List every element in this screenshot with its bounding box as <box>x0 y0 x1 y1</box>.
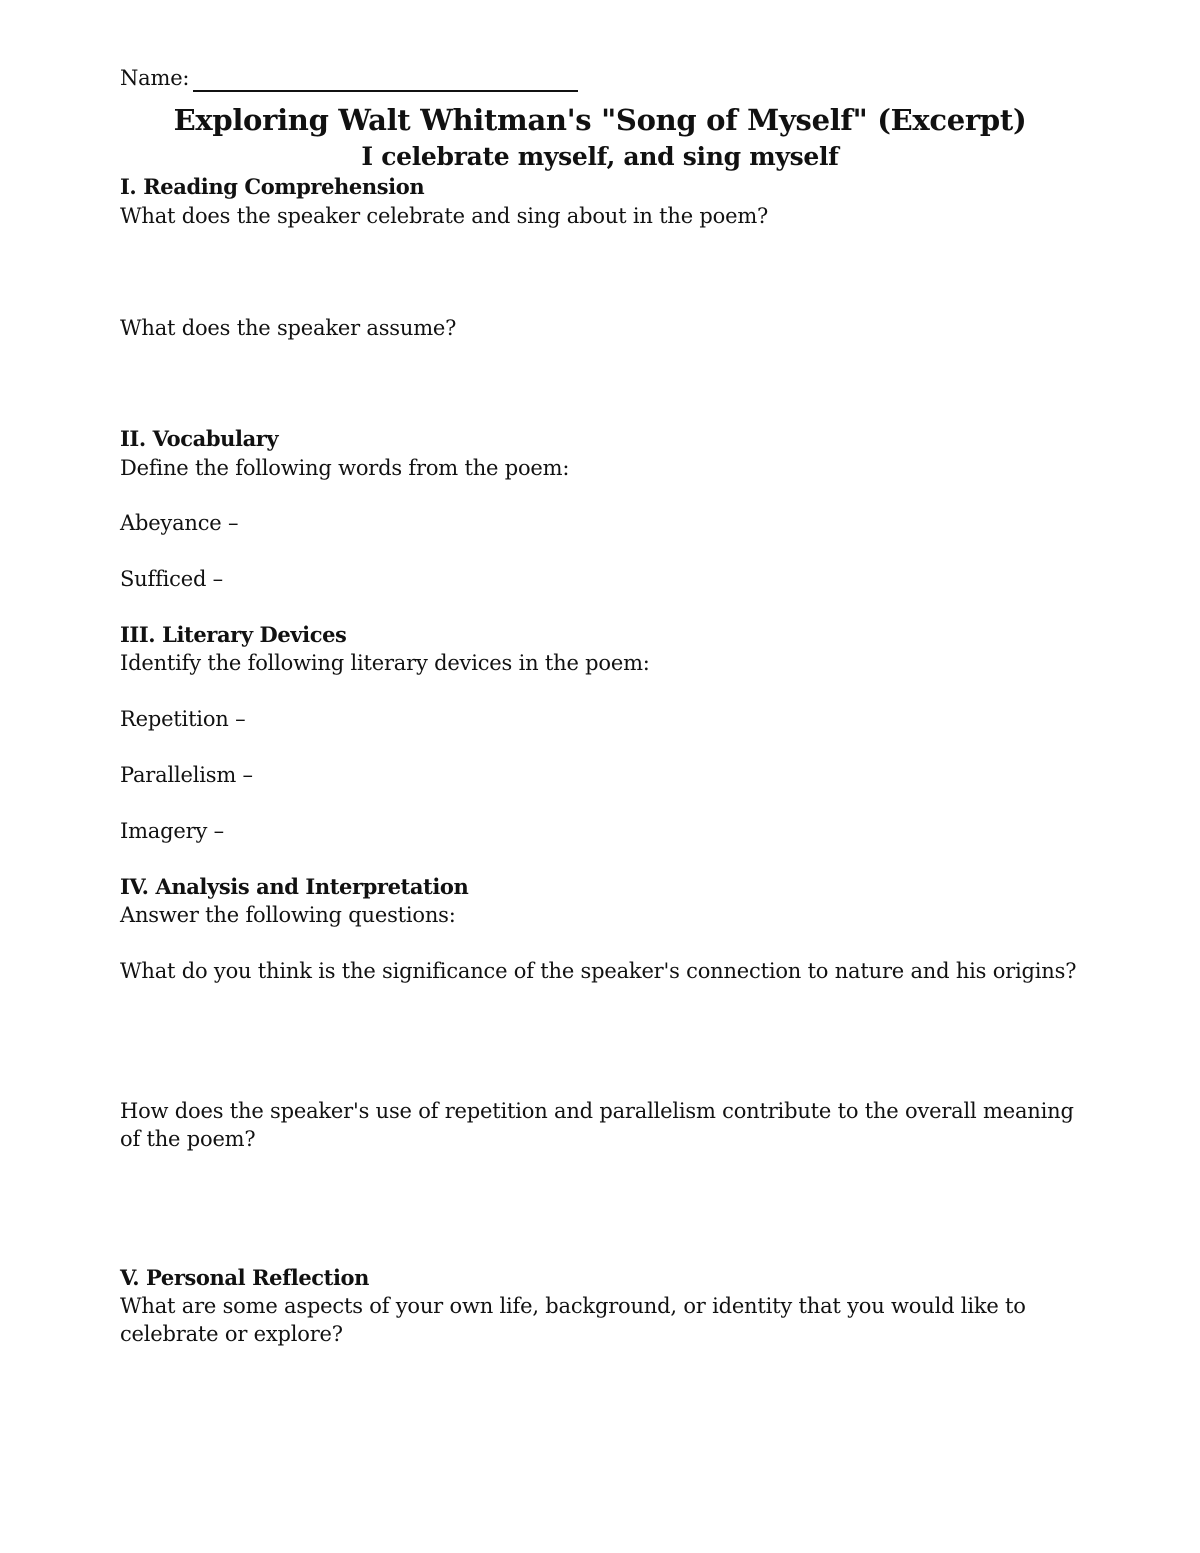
literary-instruction: Identify the following literary devices in the poem: <box>120 651 650 675</box>
name-blank-line[interactable] <box>193 68 578 92</box>
worksheet-subtitle: I celebrate myself, and sing myself <box>361 142 839 171</box>
literary-device-imagery: Imagery – <box>120 819 224 843</box>
name-field-row <box>120 64 578 92</box>
section-heading-vocabulary: II. Vocabulary <box>120 426 279 451</box>
section-heading-analysis: IV. Analysis and Interpretation <box>120 874 469 899</box>
reading-question-2: What does the speaker assume? <box>120 316 457 340</box>
reading-question-1: What does the speaker celebrate and sing about in the poem? <box>120 204 769 228</box>
vocabulary-word-abeyance: Abeyance – <box>120 511 239 535</box>
reflection-question-line-2: celebrate or explore? <box>120 1322 343 1346</box>
vocabulary-instruction: Define the following words from the poem: <box>120 456 570 480</box>
analysis-question-2-line-2: of the poem? <box>120 1127 256 1151</box>
analysis-instruction: Answer the following questions: <box>120 903 456 927</box>
worksheet-title: Exploring Walt Whitman's "Song of Myself" (Excerpt) <box>173 103 1027 137</box>
section-heading-reflection: V. Personal Reflection <box>120 1265 370 1290</box>
literary-device-repetition: Repetition – <box>120 707 246 731</box>
reflection-question-line-1: What are some aspects of your own life, background, or identity that you would like to <box>120 1294 1026 1318</box>
vocabulary-word-sufficed: Sufficed – <box>120 567 223 591</box>
name-label: Name: <box>120 66 190 90</box>
analysis-question-2-line-1: How does the speaker's use of repetition and parallelism contribute to the overall meaning <box>120 1099 1074 1123</box>
section-heading-reading: I. Reading Comprehension <box>120 174 425 199</box>
analysis-question-1: What do you think is the significance of the speaker's connection to nature and his origins? <box>120 959 1077 983</box>
literary-device-parallelism: Parallelism – <box>120 763 253 787</box>
section-heading-literary-devices: III. Literary Devices <box>120 622 347 647</box>
